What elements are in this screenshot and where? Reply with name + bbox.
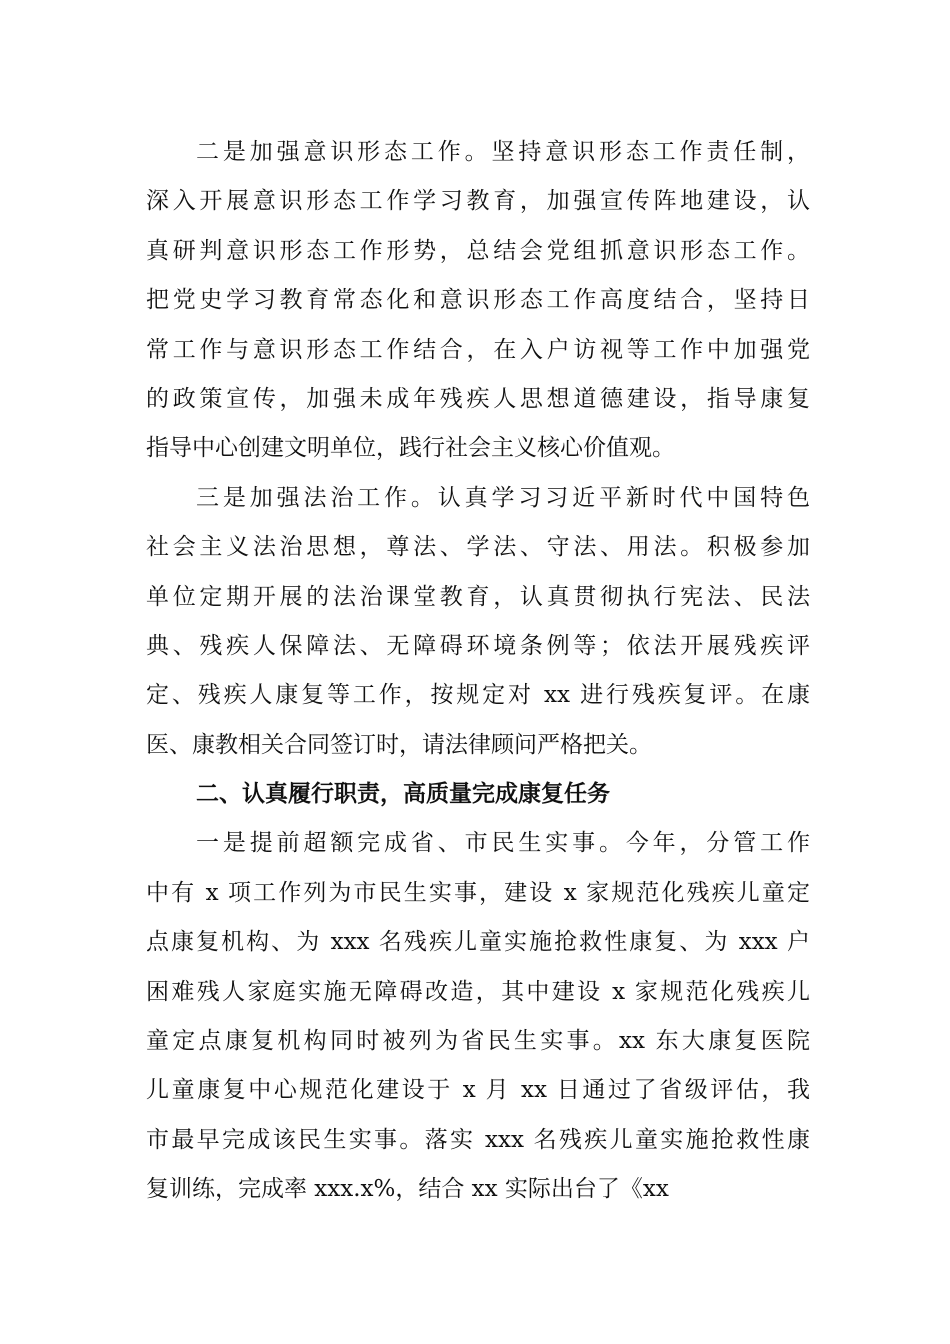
paragraph-rule-of-law <box>146 474 810 770</box>
paragraph-ideology-work <box>146 128 810 474</box>
paragraph-line: 市最早完成该民生实事。落实 xxx 名残疾儿童实施抢救性康 <box>146 1126 810 1153</box>
paragraph-line: 三是加强法治工作。认真学习习近平新时代中国特色 <box>196 484 810 511</box>
paragraph-line: 二是加强意识形态工作。坚持意识形态工作责任制， <box>196 139 810 165</box>
paragraph-line: 复训练，完成率 xxx.x%，结合 xx 实际出台了《xx <box>146 1176 669 1203</box>
paragraph-line: 社会主义法治思想，尊法、学法、守法、用法。积极参加 <box>146 534 810 561</box>
paragraph-line: 医、康教相关合同签订时，请法律顾问严格把关。 <box>146 731 652 758</box>
paragraph-line: 常工作与意识形态工作结合，在入户访视等工作中加强党 <box>146 336 810 363</box>
document-body <box>146 128 810 1215</box>
paragraph-line: 点康复机构、为 xxx 名残疾儿童实施抢救性康复、为 xxx 户 <box>146 929 810 956</box>
paragraph-line: 把党史学习教育常态化和意识形态工作高度结合，坚持日 <box>146 287 810 314</box>
paragraph-line: 的政策宣传，加强未成年残疾人思想道德建设，指导康复 <box>146 385 810 412</box>
paragraph-line: 一是提前超额完成省、市民生实事。今年，分管工作 <box>196 830 810 857</box>
paragraph-line: 中有 x 项工作列为市民生实事，建设 x 家规范化残疾儿童定 <box>146 879 810 906</box>
paragraph-livelihood-projects <box>146 819 810 1214</box>
paragraph-line: 典、残疾人保障法、无障碍环境条例等；依法开展残疾评 <box>146 632 810 659</box>
paragraph-line: 童定点康复机构同时被列为省民生实事。xx 东大康复医院 <box>146 1028 810 1055</box>
paragraph-line: 真研判意识形态工作形势，总结会党组抓意识形态工作。 <box>146 237 810 264</box>
paragraph-line: 指导中心创建文明单位，践行社会主义核心价值观。 <box>146 435 675 462</box>
section-heading: 二、认真履行职责，高质量完成康复任务 <box>196 781 610 808</box>
paragraph-line: 儿童康复中心规范化建设于 x 月 xx 日通过了省级评估，我 <box>146 1077 810 1104</box>
paragraph-line: 深入开展意识形态工作学习教育，加强宣传阵地建设，认 <box>146 188 810 215</box>
paragraph-line: 单位定期开展的法治课堂教育，认真贯彻执行宪法、民法 <box>146 583 810 610</box>
paragraph-line: 定、残疾人康复等工作，按规定对 xx 进行残疾复评。在康 <box>146 682 810 709</box>
paragraph-line: 困难残人家庭实施无障碍改造，其中建设 x 家规范化残疾儿 <box>146 978 810 1005</box>
